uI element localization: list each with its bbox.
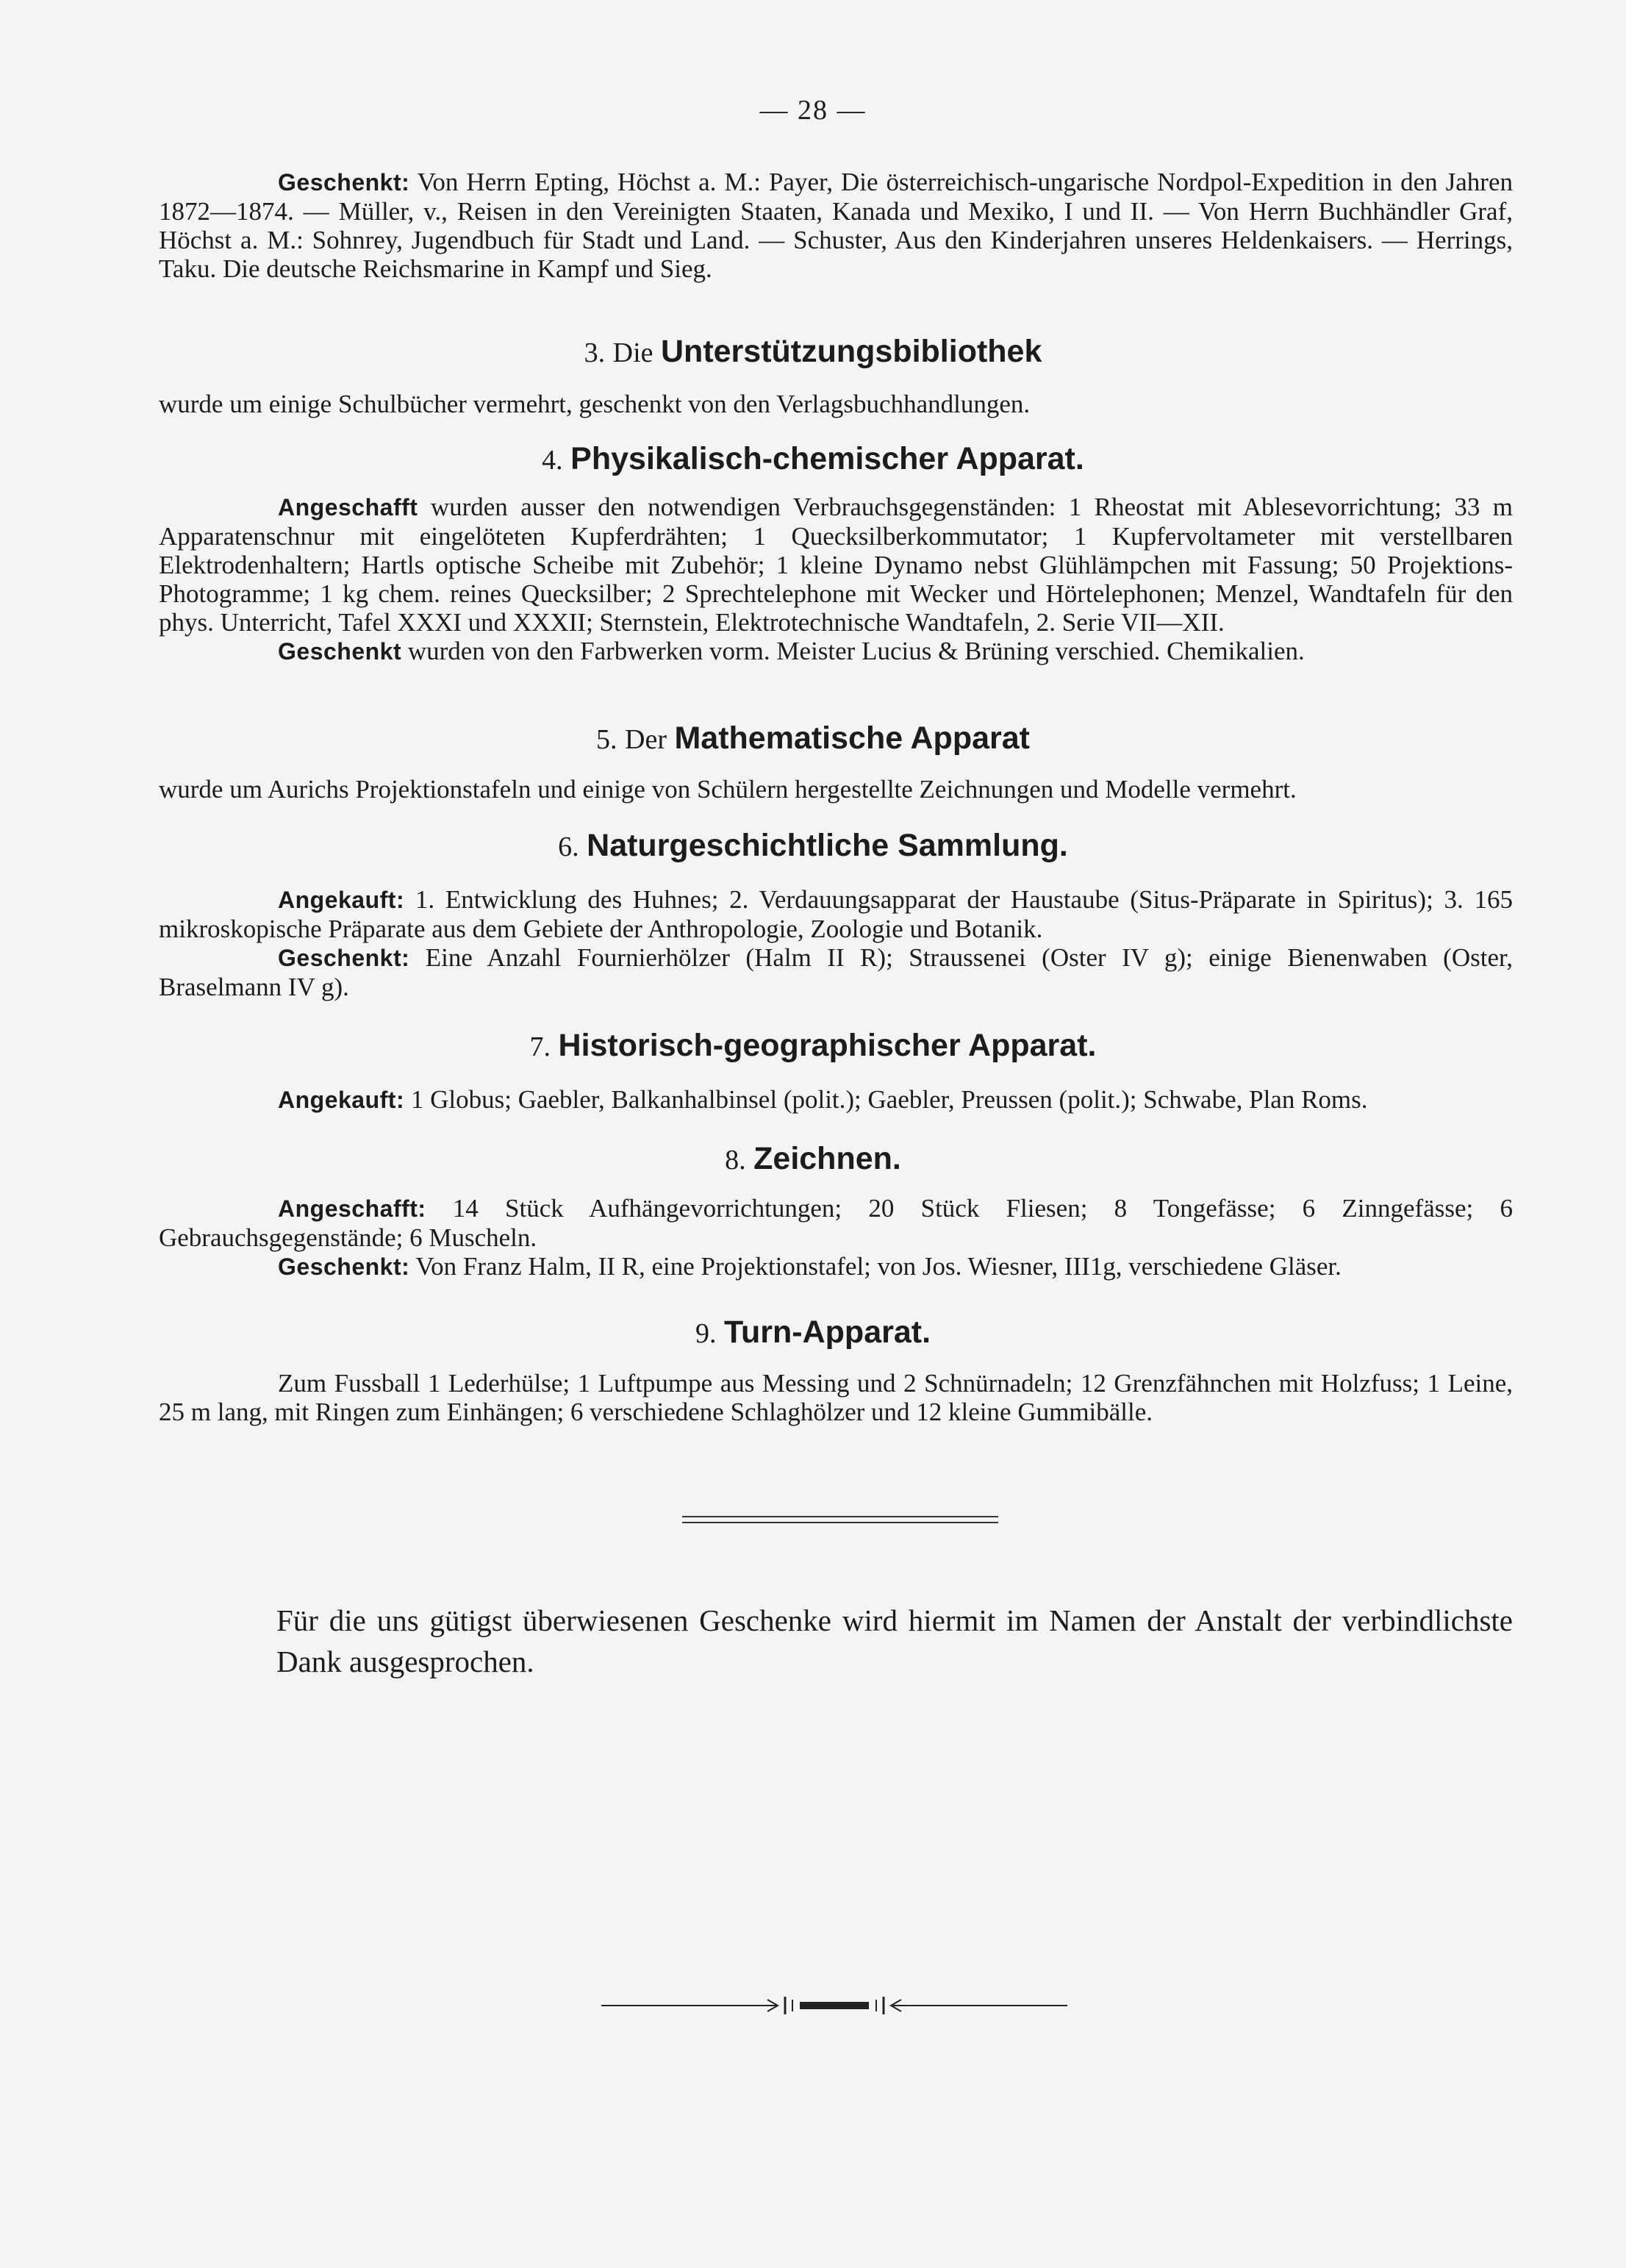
intro-text: Von Herrn Epting, Höchst a. M.: Payer, Die österreichisch-ungarische Nordpol-Expedition in den Jahren 1872—1874. — Müller, v., Reisen in den Vereinigten Staaten, Kanada und Mexiko, I und II. — Von Herrn Buchhändler Graf, Höchst a. M.: Sohnrey, Jugendbuch für Stadt und Land. — Schuster, Aus den Kinderjahren unseres Heldenkaisers. — Herrings, Taku. Die deutsche Reichsmarine in Kampf und Sieg. (159, 168, 1513, 283)
section-9-heading: 9. Turn-Apparat. (695, 1314, 931, 1350)
intro-paragraph (159, 168, 1513, 283)
section-3-text: wurde um einige Schulbücher vermehrt, geschenkt von den Verlagsbuchhandlungen. (159, 390, 1031, 418)
section-6-body: Angekauft: 1. Entwicklung des Huhnes; 2. Verdauungsapparat der Haustaube (Situs-Präparate in Spiritus); 3. 165 mikroskopische Präparate aus dem Gebiete der Anthropologie, Zoologie und Botanik. Geschenkt: Eine Anzahl Fournierhölzer (Halm II R); Straussenei (Oster IV g); einige Bienenwaben (Oster, Braselmann IV g). (159, 885, 1513, 1001)
section-7-heading: 7. Historisch-geographischer Apparat. (529, 1028, 1097, 1063)
section-4-body: Angeschafft wurden ausser den notwendigen Verbrauchsgegenständen: 1 Rheostat mit Ablesevorrichtung; 33 m Apparatenschnur mit eingelöteten Kupferdrähten; 1 Quecksilberkommutator; 1 Kupfervoltameter mit verstellbaren Elektrodenhaltern; Hartls optische Scheibe mit Zubehör; 1 kleine Dynamo nebst Glühlämpchen mit Fassung; 50 Projektions-Photogramme; 1 kg chem. reines Quecksilber; 2 Sprechtelephone mit Wecker und Hörtelephonen; Menzel, Wandtafeln für den phys. Unterricht, Tafel XXXI und XXXII; Sternstein, Elektrotechnische Wandtafeln, 2. Serie VII—XII. Geschenkt wurden von den Farbwerken vorm. Meister Lucius & Brüning verschied. Chemikalien. (159, 493, 1513, 665)
end-ornament-icon (603, 2239, 604, 2240)
end-ornament (603, 2242, 604, 2243)
section-5-text: wurde um Aurichs Projektionstafeln und einige von Schülern hergestellte Zeichnungen und Modelle vermehrt. (159, 775, 1297, 804)
section-9-text: Zum Fussball 1 Lederhülse; 1 Luftpumpe aus Messing und 2 Schnürnadeln; 12 Grenzfähnchen mit Holzfuss; 1 Leine, 25 m lang, mit Ringen zum Einhängen; 6 verschiedene Schlaghölzer und 12 kleine Gummibälle. (159, 1369, 1513, 1426)
section-8-body: Angeschafft: 14 Stück Aufhängevorrichtungen; 20 Stück Fliesen; 8 Tongefässe; 6 Zinngefässe; 6 Gebrauchsgegenstände; 6 Muscheln. Geschenkt: Von Franz Halm, II R, eine Projektionstafel; von Jos. Wiesner, III1g, verschiedene Gläser. (159, 1194, 1513, 1281)
visible-ornament-icon (601, 1991, 1067, 2020)
section-8-heading: 8. Zeichnen. (725, 1141, 901, 1176)
ornament-icon (601, 2258, 602, 2259)
divider-rule-top (682, 1516, 998, 1517)
section-4-heading: 4. Physikalisch-chemischer Apparat. (542, 441, 1084, 476)
closing-paragraph: Für die uns gütigst überwiesenen Geschenke wird hiermit im Namen der Anstalt der verbindlichste Dank ausgesprochen. (276, 1603, 1513, 1678)
page-number: — 28 — (759, 95, 867, 126)
decorative-ornament-icon (601, 2261, 602, 2262)
intro-lead: Geschenkt: (278, 169, 410, 196)
arrow-ornament-icon (601, 2264, 602, 2265)
section-5-heading: 5. Der Mathematische Apparat (596, 720, 1030, 756)
section-6-heading: 6. Naturgeschichtliche Sammlung. (558, 828, 1068, 863)
section-7-body: Angekauft: 1 Globus; Gaebler, Balkanhalbinsel (polit.); Gaebler, Preussen (polit.); Schwabe, Plan Roms. (278, 1085, 1368, 1114)
divider-rule-bottom (682, 1522, 998, 1523)
section-3-heading: 3. Die Unterstützungsbibliothek (584, 334, 1042, 369)
